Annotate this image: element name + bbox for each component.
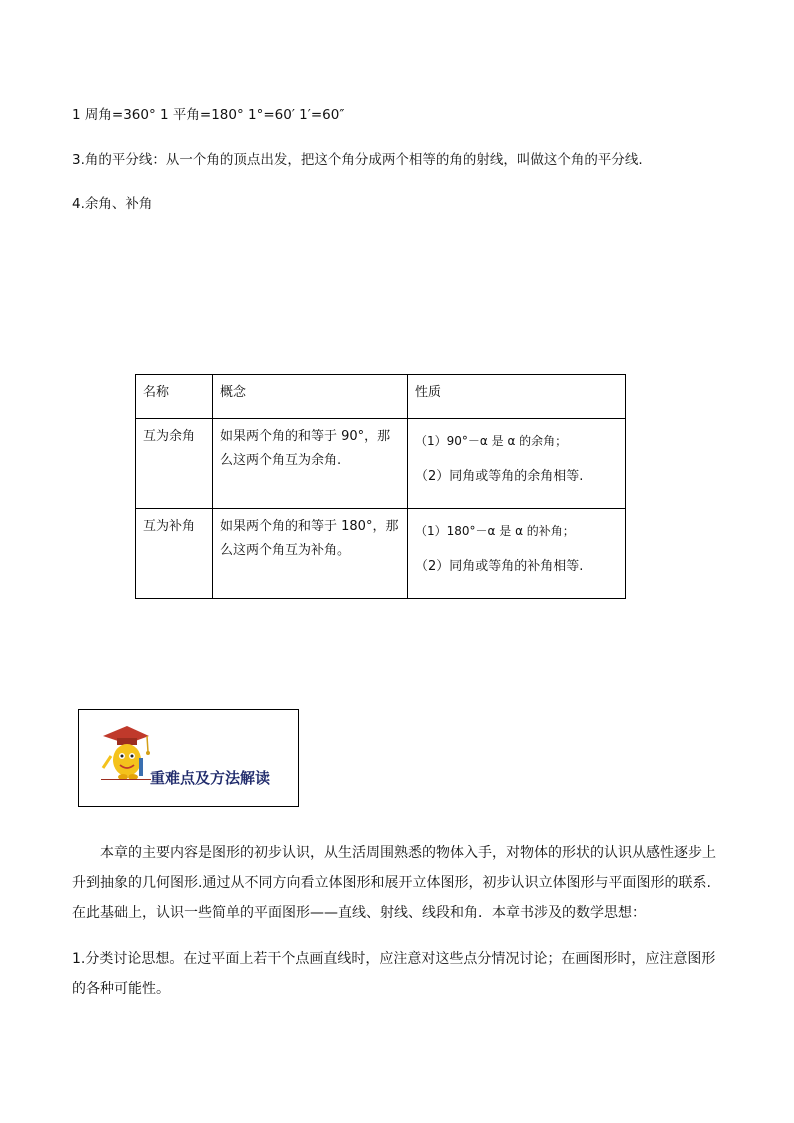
row-name: 互为余角 [136,419,213,509]
banner-title: 重难点及方法解读 [150,769,271,787]
row-property [408,419,626,509]
row-concept: 如果两个角的和等于 180°，那么这两个角互为补角。 [213,509,408,599]
key-points-banner [78,709,299,807]
property-1: （1）90°－α 是 α 的余角； [415,434,568,448]
table-row [136,509,626,599]
property-1: （1）180°－α 是 α 的补角； [415,524,575,538]
banner-underline [101,779,151,780]
property-2: （2）同角或等角的补角相等. [415,559,584,574]
table-row [136,419,626,509]
angle-units-line: 1 周角=360° 1 平角=180° 1°=60′ 1′=60″ [72,107,345,123]
angle-table [135,374,626,599]
property-2: （2）同角或等角的余角相等. [415,469,584,484]
header-name: 名称 [136,375,213,419]
header-property: 性质 [408,375,626,419]
row-name: 互为补角 [136,509,213,599]
row-concept: 如果两个角的和等于 90°，那么这两个角互为余角. [213,419,408,509]
table-header-row [136,375,626,419]
graduate-mascot-icon [97,722,153,784]
chapter-intro: 本章的主要内容是图形的初步认识，从生活周围熟悉的物体入手，对物体的形状的认识从感性逐步上升到抽象的几何图形.通过从不同方向看立体图形和展开立体图形，初步认识立体图形与平面图形的联系.在此基础上，认识一些简单的平面图形——直线、射线、线段和角．本章书涉及的数学思想： [72,845,716,921]
bisector-definition: 3.角的平分线：从一个角的顶点出发，把这个角分成两个相等的角的射线，叫做这个角的平分线. [72,152,643,168]
header-concept: 概念 [213,375,408,419]
row-property [408,509,626,599]
section-complement-supplement: 4.余角、补角 [72,196,153,212]
point-1-classification: 1.分类讨论思想。在过平面上若干个点画直线时，应注意对这些点分情况讨论；在画图形时，应注意图形的各种可能性。 [72,951,716,997]
